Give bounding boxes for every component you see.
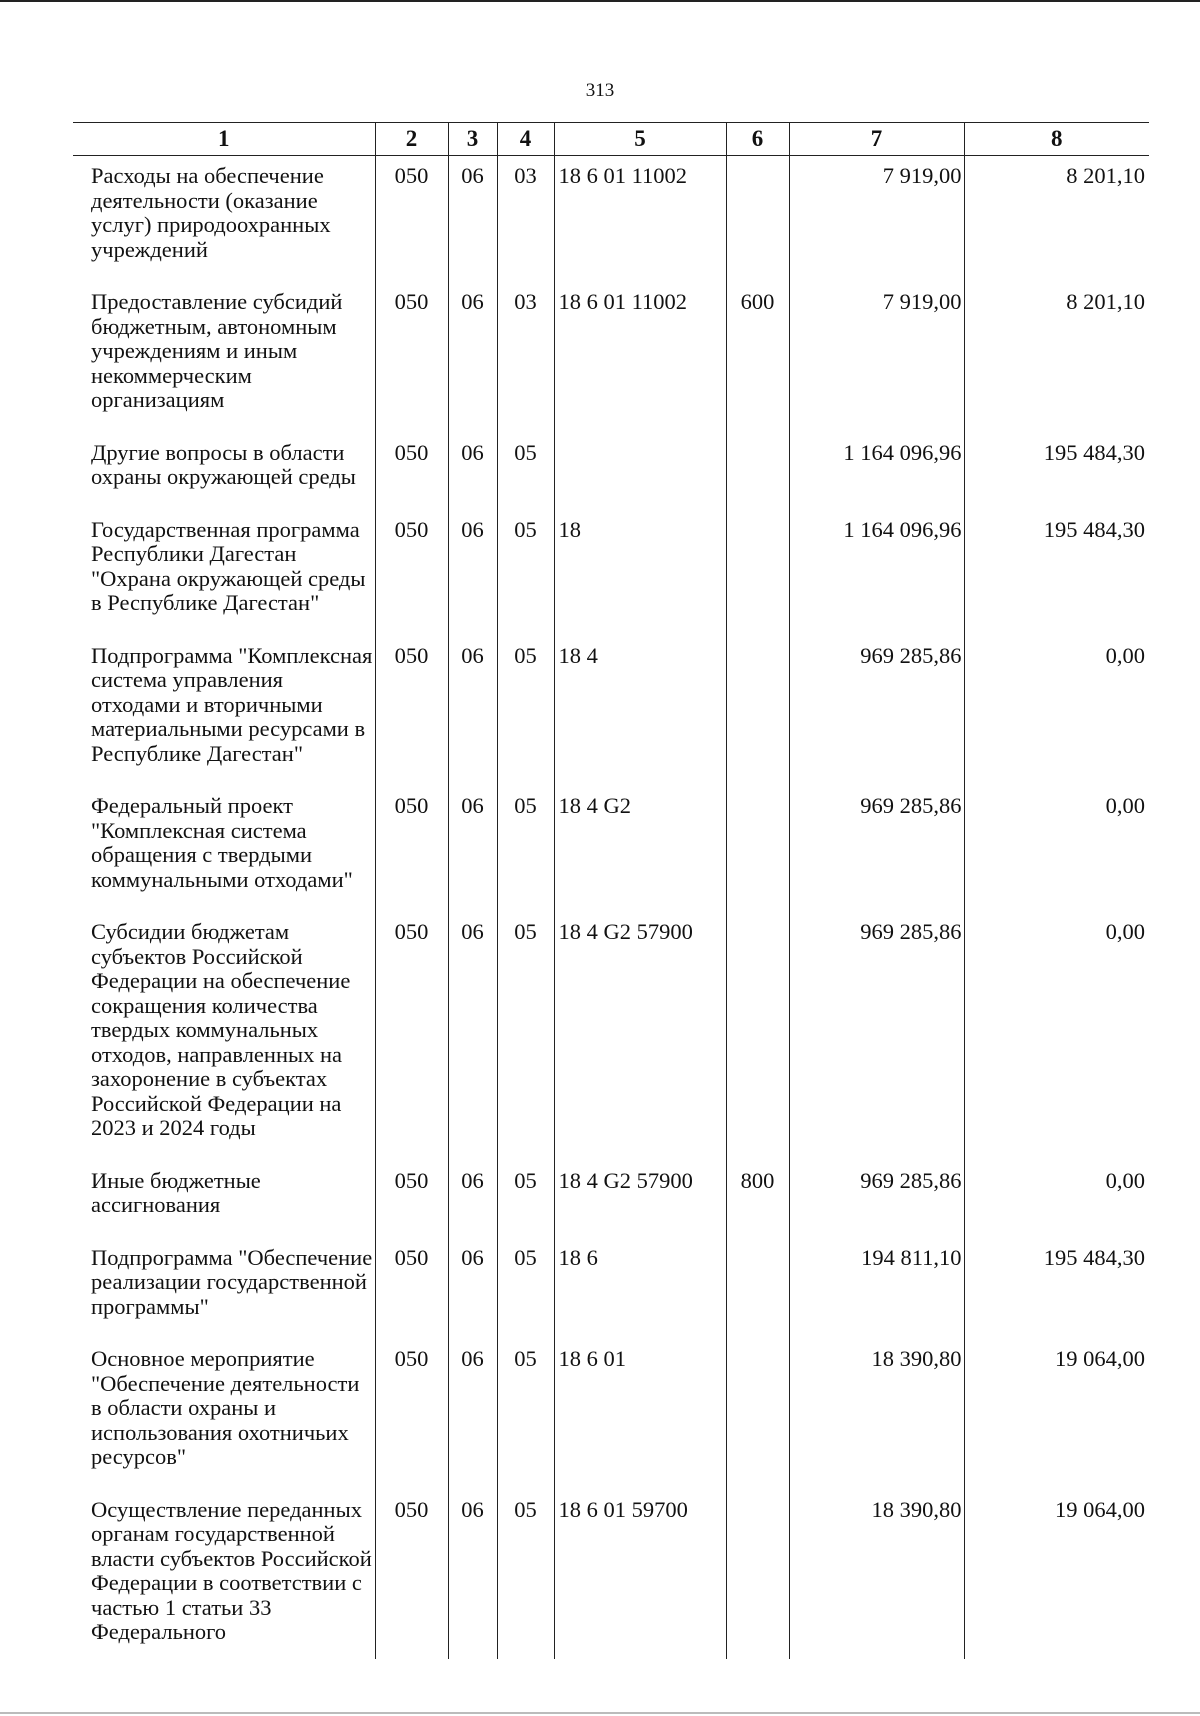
cell-pr-code: 05: [497, 433, 554, 510]
cell-rz-code: 06: [448, 1161, 497, 1238]
cell-gr-code: 050: [375, 433, 448, 510]
cell-rz-code: 06: [448, 912, 497, 1161]
cell-rz-code: 06: [448, 1339, 497, 1490]
cell-csr-code: 18 4 G2 57900: [554, 1161, 726, 1238]
table-row: [73, 912, 1149, 1161]
table-row: [73, 1238, 1149, 1340]
table-row: [73, 156, 1149, 283]
cell-name: Федеральный проект "Комплексная система обращения с твердыми коммунальными отходами": [91, 793, 353, 892]
cell-csr-code: 18: [554, 510, 726, 636]
cell-vr-code: 600: [726, 282, 789, 433]
cell-gr-code: 050: [375, 1490, 448, 1659]
cell-vr-code: [726, 510, 789, 636]
column-header-5: 5: [554, 123, 726, 156]
cell-rz-code: 06: [448, 1490, 497, 1659]
cell-name: Другие вопросы в области охраны окружающей среды: [91, 439, 356, 489]
cell-amount-col7: 18 390,80: [789, 1490, 964, 1659]
cell-gr-code: 050: [375, 510, 448, 636]
cell-amount-col7: 969 285,86: [789, 1161, 964, 1238]
cell-pr-code: 03: [497, 156, 554, 283]
cell-amount-col7: 969 285,86: [789, 912, 964, 1161]
column-header-3: 3: [448, 123, 497, 156]
cell-gr-code: 050: [375, 786, 448, 912]
cell-vr-code: [726, 1238, 789, 1340]
cell-amount-col8: 8 201,10: [964, 282, 1149, 433]
column-header-6: 6: [726, 123, 789, 156]
cell-amount-col7: 1 164 096,96: [789, 433, 964, 510]
cell-name: Государственная программа Республики Дагестан "Охрана окружающей среды в Республике Дагестан": [91, 516, 366, 615]
cell-rz-code: 06: [448, 433, 497, 510]
table-row: [73, 510, 1149, 636]
table-row: [73, 786, 1149, 912]
cell-gr-code: 050: [375, 1339, 448, 1490]
column-header-2: 2: [375, 123, 448, 156]
cell-rz-code: 06: [448, 510, 497, 636]
cell-name: Подпрограмма "Обеспечение реализации государственной программы": [91, 1244, 373, 1319]
budget-table: [73, 122, 1149, 1659]
cell-pr-code: 05: [497, 1238, 554, 1340]
cell-gr-code: 050: [375, 1161, 448, 1238]
cell-gr-code: 050: [375, 1238, 448, 1340]
cell-rz-code: 06: [448, 786, 497, 912]
top-border-rule: [0, 0, 1200, 2]
cell-pr-code: 05: [497, 1161, 554, 1238]
cell-pr-code: 05: [497, 636, 554, 787]
table-row: [73, 1490, 1149, 1659]
cell-pr-code: 05: [497, 786, 554, 912]
cell-amount-col7: 194 811,10: [789, 1238, 964, 1340]
cell-amount-col7: 969 285,86: [789, 636, 964, 787]
table-row: [73, 433, 1149, 510]
table-row: [73, 1339, 1149, 1490]
cell-amount-col7: 969 285,86: [789, 786, 964, 912]
cell-amount-col8: 0,00: [964, 912, 1149, 1161]
cell-vr-code: [726, 156, 789, 283]
cell-amount-col8: 19 064,00: [964, 1490, 1149, 1659]
cell-pr-code: 05: [497, 1339, 554, 1490]
cell-amount-col7: 7 919,00: [789, 156, 964, 283]
cell-amount-col8: 8 201,10: [964, 156, 1149, 283]
cell-rz-code: 06: [448, 1238, 497, 1340]
cell-vr-code: 800: [726, 1161, 789, 1238]
table-row: [73, 282, 1149, 433]
cell-gr-code: 050: [375, 636, 448, 787]
cell-amount-col8: 195 484,30: [964, 433, 1149, 510]
cell-rz-code: 06: [448, 156, 497, 283]
cell-name: Субсидии бюджетам субъектов Российской Федерации на обеспечение сокращения количества твердых коммунальных отходов, направленных на захоронение в субъектах Российской Федерации на 2023 и 2024 годы: [91, 919, 351, 1140]
cell-amount-col8: 195 484,30: [964, 1238, 1149, 1340]
cell-vr-code: [726, 1490, 789, 1659]
cell-csr-code: 18 4 G2 57900: [554, 912, 726, 1161]
column-header-1: 1: [73, 123, 375, 156]
cell-amount-col8: 19 064,00: [964, 1339, 1149, 1490]
cell-pr-code: 05: [497, 1490, 554, 1659]
cell-pr-code: 05: [497, 510, 554, 636]
column-header-4: 4: [497, 123, 554, 156]
cell-csr-code: 18 4: [554, 636, 726, 787]
cell-name: Предоставление субсидий бюджетным, автономным учреждениям и иным некоммерческим организациям: [91, 289, 343, 412]
cell-rz-code: 06: [448, 636, 497, 787]
cell-csr-code: 18 6: [554, 1238, 726, 1340]
cell-csr-code: 18 6 01 11002: [554, 156, 726, 283]
cell-csr-code: 18 6 01: [554, 1339, 726, 1490]
cell-amount-col8: 0,00: [964, 1161, 1149, 1238]
cell-vr-code: [726, 912, 789, 1161]
page-number: 313: [585, 80, 615, 101]
cell-amount-col8: 195 484,30: [964, 510, 1149, 636]
cell-csr-code: [554, 433, 726, 510]
column-header-7: 7: [789, 123, 964, 156]
cell-gr-code: 050: [375, 156, 448, 283]
cell-amount-col7: 18 390,80: [789, 1339, 964, 1490]
cell-csr-code: 18 6 01 59700: [554, 1490, 726, 1659]
cell-vr-code: [726, 1339, 789, 1490]
cell-csr-code: 18 6 01 11002: [554, 282, 726, 433]
cell-name: Расходы на обеспечение деятельности (оказание услуг) природоохранных учреждений: [91, 163, 331, 262]
header-row: [73, 123, 1149, 156]
table-row: [73, 1161, 1149, 1238]
cell-name: Иные бюджетные ассигнования: [91, 1167, 261, 1217]
cell-amount-col7: 7 919,00: [789, 282, 964, 433]
cell-name: Основное мероприятие "Обеспечение деятельности в области охраны и использования охотничьих ресурсов": [91, 1346, 360, 1469]
cell-amount-col8: 0,00: [964, 786, 1149, 912]
cell-gr-code: 050: [375, 912, 448, 1161]
bottom-scan-edge: [0, 1712, 1200, 1714]
cell-amount-col7: 1 164 096,96: [789, 510, 964, 636]
cell-pr-code: 03: [497, 282, 554, 433]
cell-pr-code: 05: [497, 912, 554, 1161]
cell-rz-code: 06: [448, 282, 497, 433]
cell-csr-code: 18 4 G2: [554, 786, 726, 912]
cell-name: Подпрограмма "Комплексная система управления отходами и вторичными материальными ресурсами в Республике Дагестан": [91, 642, 373, 766]
table-body: [73, 156, 1149, 1659]
cell-vr-code: [726, 636, 789, 787]
table-header: [73, 123, 1149, 156]
column-header-8: 8: [964, 123, 1149, 156]
cell-name: Осуществление переданных органам государственной власти субъектов Российской Федерации в соответствии с частью 1 статьи 33 Федерального: [91, 1496, 372, 1644]
cell-gr-code: 050: [375, 282, 448, 433]
table-row: [73, 636, 1149, 787]
cell-vr-code: [726, 433, 789, 510]
cell-amount-col8: 0,00: [964, 636, 1149, 787]
cell-vr-code: [726, 786, 789, 912]
